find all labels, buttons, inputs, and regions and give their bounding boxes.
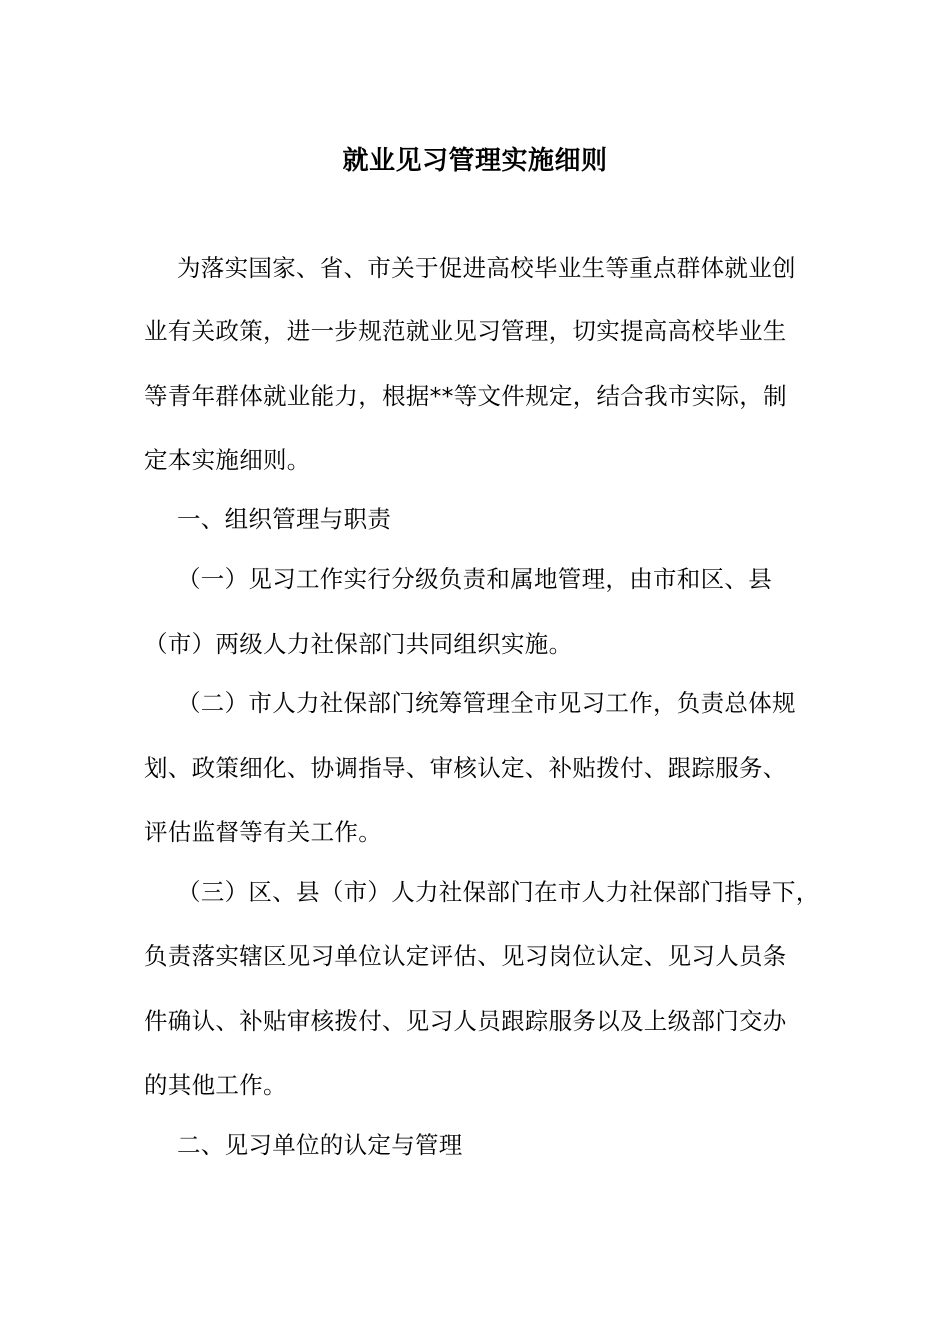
section-heading: 二、见习单位的认定与管理 (177, 1131, 463, 1159)
paragraph-line: 评估监督等有关工作。 (144, 818, 382, 846)
document-title: 就业见习管理实施细则 (342, 146, 608, 176)
paragraph-line: （市）两级人力社保部门共同组织实施。 (144, 630, 573, 658)
paragraph-line: 的其他工作。 (144, 1071, 287, 1099)
paragraph-line: 等青年群体就业能力，根据**等文件规定，结合我市实际，制 (144, 382, 787, 410)
paragraph-line: 件确认、补贴审核拨付、见习人员跟踪服务以及上级部门交办 (144, 1007, 787, 1035)
paragraph-line: 划、政策细化、协调指导、审核认定、补贴拨付、跟踪服务、 (144, 754, 787, 782)
paragraph-line: 负责落实辖区见习单位认定评估、见习岗位认定、见习人员条 (144, 942, 787, 970)
section-heading: 一、组织管理与职责 (177, 505, 392, 533)
paragraph-line: （一）见习工作实行分级负责和属地管理，由市和区、县 (177, 565, 772, 593)
paragraph-line: 业有关政策，进一步规范就业见习管理，切实提高高校毕业生 (144, 317, 787, 345)
paragraph-line: 为落实国家、省、市关于促进高校毕业生等重点群体就业创 (177, 254, 796, 282)
paragraph-line: （二）市人力社保部门统筹管理全市见习工作，负责总体规 (177, 689, 796, 717)
paragraph-line: 定本实施细则。 (144, 446, 311, 474)
paragraph-line: （三）区、县（市）人力社保部门在市人力社保部门指导下， (177, 878, 820, 906)
